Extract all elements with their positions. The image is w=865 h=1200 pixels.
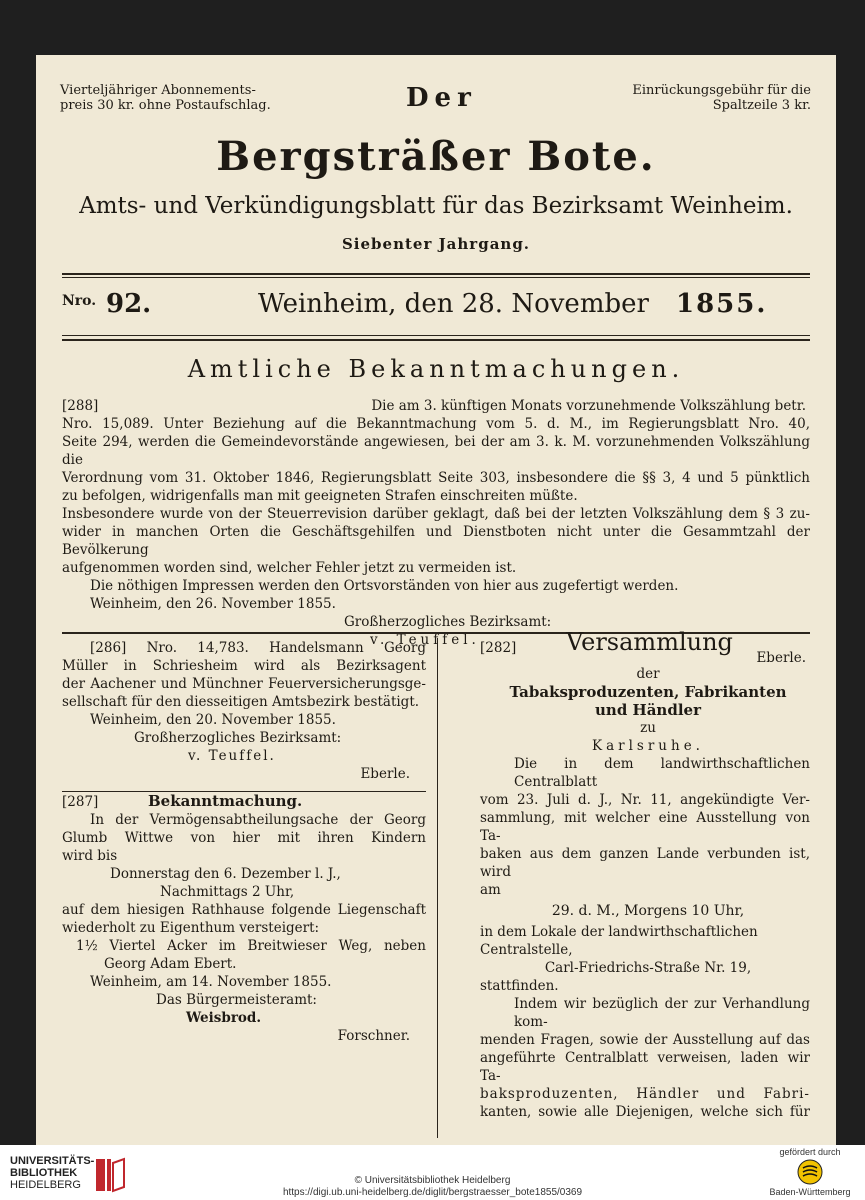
notice-282-city: Karlsruhe.	[592, 738, 704, 754]
funding-label: gefördert durch	[779, 1147, 841, 1157]
viewer-footer	[0, 1145, 865, 1200]
notice-282-where: in dem Lokale der landwirthschaftlichen Centralstelle,	[480, 924, 758, 958]
notice-288-line: wider in manchen Orten die Geschäftsgehilfen und Dienstboten nicht unter die Gesammtzahl der Bevölkerung	[62, 524, 810, 558]
notice-282	[446, 628, 810, 1121]
notice-288-signer: v. Teuffel.	[370, 632, 480, 648]
notice-286-office: Großherzogliches Bezirksamt:	[134, 730, 342, 746]
notice-282-zu: zu	[640, 720, 656, 736]
notice-287-line: In der Vermögensabtheilungsache der Georg	[90, 812, 426, 828]
header-rule-top	[62, 273, 810, 275]
notice-287-heading: Bekanntmachung.	[148, 792, 303, 810]
notice-282-line: kanten, sowie alle Diejenigen, welche sich für	[480, 1104, 810, 1120]
footer-text	[0, 1175, 865, 1199]
notice-288-line: zu befolgen, widrigenfalls man mit geeigneten Strafen einschreiten müßte.	[62, 488, 578, 504]
issue-place-date: Weinheim, den 28. November	[258, 289, 649, 319]
notice-282-line: sammlung, mit welcher eine Ausstellung von Ta-	[480, 810, 810, 844]
notice-282-stattfinden: stattfinden.	[480, 978, 559, 994]
notice-288-head	[62, 397, 810, 415]
volume-label: Siebenter Jahrgang.	[341, 235, 531, 253]
notice-288-line: Verordnung vom 31. Oktober 1846, Regierungsblatt Seite 303, insbesondere die §§ 3, 4 und 5 pünktlich	[62, 470, 810, 486]
notice-282-line: baksproduzenten, Händler und Fabri-	[480, 1086, 810, 1102]
notice-288	[62, 397, 810, 667]
notice-287-line: wiederholt zu Eigenthum versteigert:	[62, 920, 320, 936]
baden-wuerttemberg-crest-icon	[797, 1159, 823, 1185]
notice-282-line: menden Fragen, sowie der Ausstellung auf das	[480, 1032, 810, 1048]
notice-282-heading: Versammlung	[566, 628, 733, 656]
notice-288-line: Nro. 15,089. Unter Beziehung auf die Bekanntmachung vom 5. d. M., im Regierungsblatt Nro. 40,	[62, 416, 810, 432]
notice-288-office: Großherzogliches Bezirksamt:	[344, 614, 552, 630]
issue-year: 1855.	[676, 289, 768, 319]
notice-287-clerk: Forschner.	[337, 1028, 410, 1044]
issue-number-label: Nro.	[62, 293, 97, 309]
notice-287-item: Georg Adam Ebert.	[104, 956, 237, 972]
notice-282-line: vom 23. Juli d. J., Nr. 11, angekündigte Ver-	[480, 792, 810, 808]
notice-282-line: Indem wir bezüglich der zur Verhandlung kom-	[514, 996, 810, 1030]
notice-288-line: Die nöthigen Impressen werden den Ortsvorständen von hier aus zugefertigt werden.	[90, 578, 679, 594]
notice-282-line: Die in dem landwirthschaftlichen Centralblatt	[514, 756, 810, 790]
fee-line-2: Spaltzeile 3 kr.	[712, 98, 811, 113]
notice-282-sub2: und Händler	[595, 701, 701, 719]
fee-line-1: Einrückungsgebühr für die	[632, 83, 811, 98]
subscription-line-1: Vierteljähriger Abonnements-	[60, 83, 256, 98]
notice-282-sub1: Tabaksproduzenten, Fabrikanten	[509, 683, 787, 701]
notice-288-line: aufgenommen worden sind, welcher Fehler jetzt zu vermeiden ist.	[62, 560, 517, 576]
notice-287-date-line: Donnerstag den 6. Dezember l. J.,	[110, 866, 341, 882]
notice-282-am: am	[480, 882, 501, 898]
section-title: Amtliche Bekanntmachungen.	[187, 355, 685, 383]
notice-286-line: Müller in Schriesheim wird als Bezirksagent	[62, 658, 426, 674]
notice-287	[62, 793, 426, 1045]
library-name-line: HEIDELBERG	[10, 1179, 81, 1191]
notice-287-office: Das Bürgermeisteramt:	[156, 992, 317, 1008]
funding-logo[interactable]	[765, 1147, 855, 1197]
insertion-fee-notice	[596, 83, 811, 113]
permalink-url[interactable]: https://digi.ub.uni-heidelberg.de/diglit/bergstraesser_bote1855/0369	[282, 1187, 583, 1198]
masthead-der: Der	[406, 83, 477, 113]
header-rule-bottom-thin	[62, 335, 810, 336]
notice-286-date: Weinheim, den 20. November 1855.	[90, 712, 336, 728]
notice-282-line: angeführte Centralblatt verweisen, laden wir Ta-	[480, 1050, 810, 1084]
notice-288-number: [288]	[62, 398, 99, 414]
subscription-notice	[60, 83, 300, 113]
subscription-line-2: preis 30 kr. ohne Postaufschlag.	[60, 98, 271, 113]
notice-287-signer: Weisbrod.	[186, 1010, 262, 1026]
notice-288-subject: Die am 3. künftigen Monats vorzunehmende Volkszählung betr.	[371, 398, 806, 414]
copyright-text: © Universitätsbibliothek Heidelberg	[354, 1175, 511, 1186]
notice-286-signer: v. Teuffel.	[188, 748, 276, 764]
notice-288-line: Insbesondere wurde von der Steuerrevision darüber geklagt, daß bei der letzten Volkszählung dem § 3 zu-	[62, 506, 810, 522]
notice-282-when: 29. d. M., Morgens 10 Uhr,	[551, 903, 745, 919]
notice-288-date: Weinheim, den 26. November 1855.	[90, 596, 336, 612]
notice-287-time-line: Nachmittags 2 Uhr,	[160, 884, 295, 900]
notice-282-number: [282]	[480, 640, 517, 656]
notice-287-line: Glumb Wittwe von hier mit ihren Kindern	[62, 830, 426, 846]
library-name-line: UNIVERSITÄTS-	[10, 1155, 95, 1167]
notice-287-date: Weinheim, am 14. November 1855.	[90, 974, 332, 990]
notice-287-head	[62, 793, 426, 811]
state-label: Baden-Württemberg	[769, 1187, 851, 1197]
column-divider	[437, 638, 438, 1138]
notice-288-clerk: Eberle.	[756, 650, 806, 666]
notice-286	[62, 639, 426, 783]
notice-286-line: [286] Nro. 14,783. Handelsmann Georg	[90, 640, 426, 656]
notice-282-street: Carl-Friedrichs-Straße Nr. 19,	[544, 960, 752, 976]
notice-288-line: Seite 294, werden die Gemeindevorstände angewiesen, bei der am 3. k. M. vorzunehmenden Volkszählung die	[62, 434, 810, 468]
notice-286-line: sellschaft für den diesseitigen Amtsbezirk bestätigt.	[62, 694, 420, 710]
notice-282-head	[446, 628, 810, 665]
issue-line	[62, 289, 810, 329]
masthead-subtitle: Amts- und Verkündigungsblatt für das Bezirksamt Weinheim.	[79, 193, 793, 219]
notice-286-clerk: Eberle.	[360, 766, 410, 782]
notice-286-line: der Aachener und Münchner Feuerversicherungsge-	[62, 676, 426, 692]
notice-287-line: wird bis	[62, 848, 118, 864]
notice-287-number: [287]	[62, 794, 99, 810]
masthead-title: Bergsträßer Bote.	[216, 133, 656, 180]
issue-number: 92.	[106, 289, 152, 319]
header-rule-top-thin	[62, 277, 810, 278]
notice-282-der: der	[636, 666, 660, 682]
notice-287-item: 1½ Viertel Acker im Breitwieser Weg, neben	[76, 938, 426, 954]
header-rule-bottom	[62, 339, 810, 341]
newspaper-page	[36, 55, 836, 1145]
notice-282-line: baken aus dem ganzen Lande verbunden ist, wird	[480, 846, 810, 880]
notice-287-line: auf dem hiesigen Rathhause folgende Liegenschaft	[62, 902, 426, 918]
library-name-line: BIBLIOTHEK	[10, 1167, 78, 1179]
